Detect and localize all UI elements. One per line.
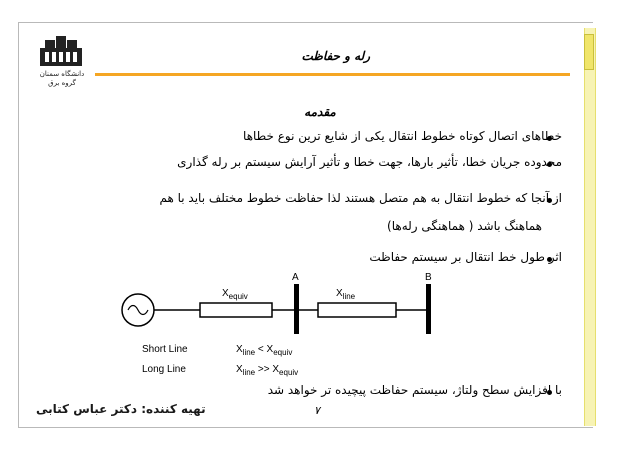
- x-line-impedance: [318, 303, 396, 317]
- relation-subscript: equiv: [273, 348, 293, 357]
- relation-operator: <: [255, 344, 267, 355]
- relation-symbol: X: [272, 364, 280, 375]
- x-equiv-symbol: X: [222, 288, 229, 299]
- bullet-item: اثر طول خط انتقال بر سیستم حفاظت: [369, 250, 562, 264]
- x-equiv-subscript: equiv: [228, 292, 248, 301]
- relation-subscript: equiv: [279, 368, 299, 377]
- long-line-relation: [236, 364, 298, 377]
- long-line-label: Long Line: [142, 364, 186, 375]
- relation-subscript: line: [242, 368, 256, 377]
- relation-symbol: X: [266, 344, 274, 355]
- bullet-item: با افزایش سطح ولتاژ، سیستم حفاظت پیچیده تر خواهد شد: [267, 383, 562, 397]
- footer-author: تهیه کننده: دکتر عباس کتابی: [36, 402, 206, 416]
- relation-symbol: X: [236, 364, 243, 375]
- x-line-subscript: line: [342, 292, 356, 301]
- x-line-label: [336, 288, 355, 301]
- logo-caption: [30, 70, 94, 88]
- bus-a: [294, 284, 299, 334]
- bullet-item-continued: هماهنگ باشد ( هماهنگی رله‌ها): [387, 219, 542, 233]
- relation-subscript: line: [242, 348, 256, 357]
- bus-b: [426, 284, 431, 334]
- bullet-item: از آنجا که خطوط انتقال به هم متصل هستند لذا حفاظت خطوط مختلف باید با هم: [159, 191, 562, 205]
- x-equiv-impedance: [200, 303, 272, 317]
- logo-caption-line2: گروه برق: [48, 79, 76, 87]
- bus-b-label: B: [425, 272, 432, 283]
- university-logo-icon: [36, 34, 86, 68]
- x-line-symbol: X: [336, 288, 343, 299]
- bullet-item: محدوده جریان خطا، تأثیر بارها، جهت خطا و تأثیر آرایش سیستم بر رله گذاری: [177, 155, 562, 169]
- short-line-relation: [236, 344, 292, 357]
- page-number: ۷: [314, 404, 320, 417]
- x-equiv-label: [222, 288, 248, 301]
- logo-caption-line1: دانشگاه سمنان: [39, 70, 85, 78]
- relation-operator: >>: [255, 364, 273, 375]
- one-line-diagram: [100, 270, 460, 340]
- frame-left-border: [18, 22, 19, 427]
- side-scroll-bar[interactable]: [584, 28, 596, 426]
- short-line-label: Short Line: [142, 344, 188, 355]
- frame-top-border: [18, 22, 593, 23]
- page-header-title: رله و حفاظت: [301, 49, 370, 63]
- bus-a-label: A: [292, 272, 299, 283]
- section-title: مقدمه: [304, 105, 336, 119]
- frame-bottom-border: [18, 427, 593, 428]
- bullet-item: خطاهای اتصال کوتاه خطوط انتقال یکی از شایع ترین نوع خطاها: [243, 129, 562, 143]
- side-scroll-thumb[interactable]: [584, 34, 594, 70]
- relation-symbol: X: [236, 344, 243, 355]
- sine-wave-icon: [128, 306, 148, 315]
- header-accent-line: [95, 73, 570, 76]
